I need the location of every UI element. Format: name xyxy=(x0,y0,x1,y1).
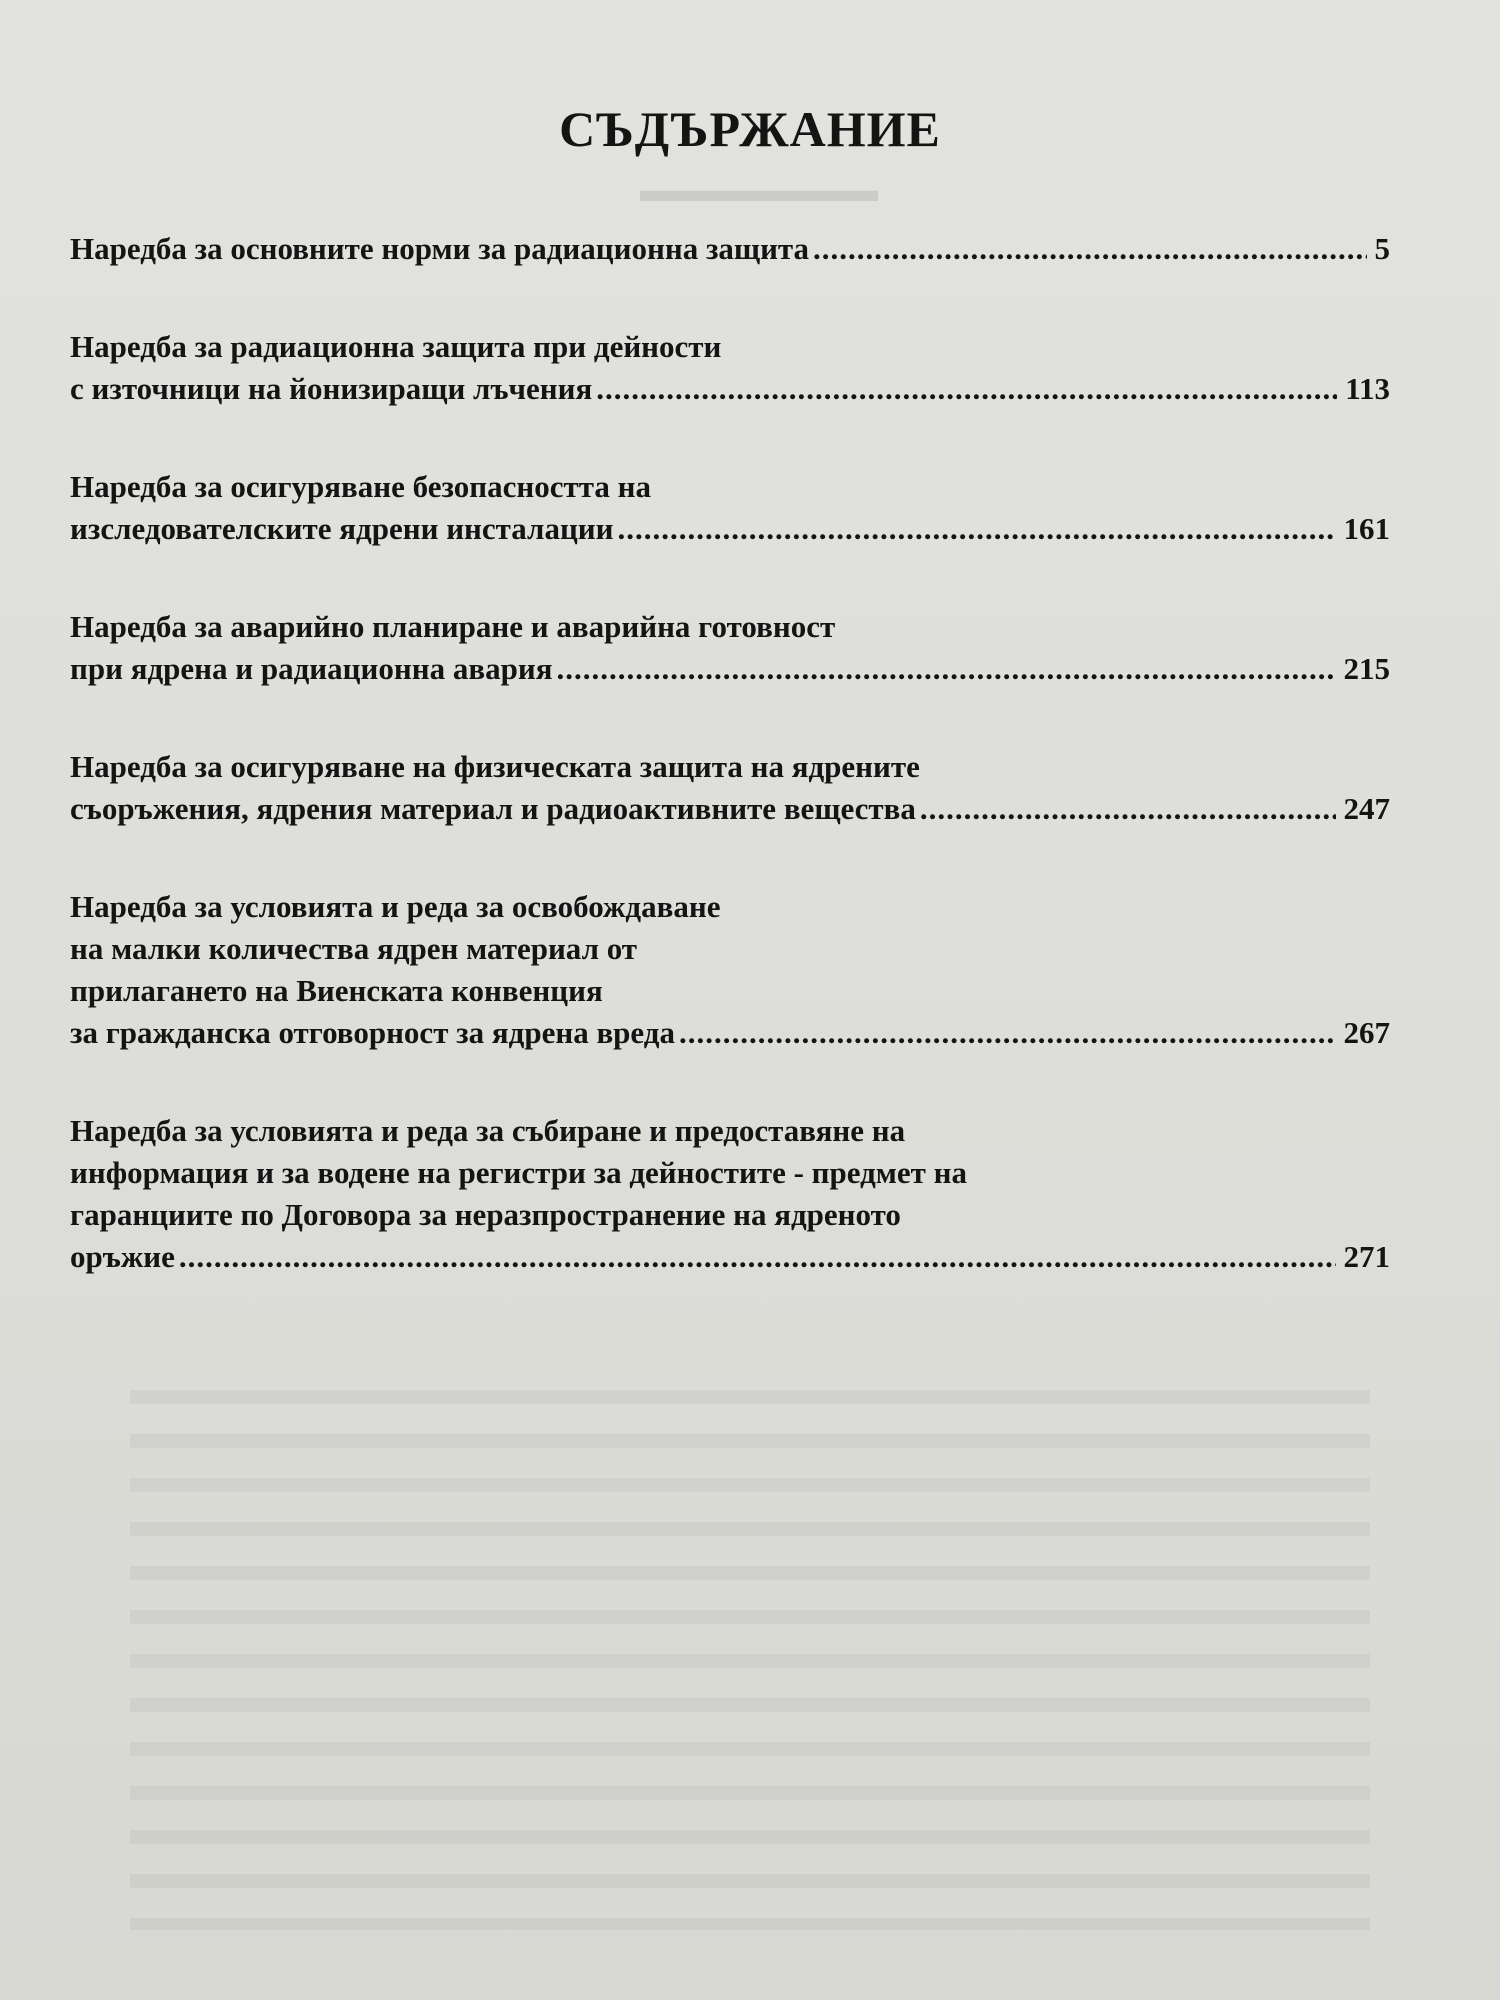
toc-entry[interactable] xyxy=(70,1110,1390,1278)
toc-entry[interactable] xyxy=(70,886,1390,1054)
page-number: 247 xyxy=(1343,791,1390,826)
toc-entry[interactable] xyxy=(70,606,1390,690)
toc-entry[interactable] xyxy=(70,746,1390,830)
show-through-decoration: ▬▬▬▬▬▬▬ xyxy=(640,172,878,209)
toc-entry[interactable] xyxy=(70,466,1390,550)
dot-leader xyxy=(179,1236,1336,1278)
toc-entry-line: Наредба за осигуряване безопасността на xyxy=(70,469,651,504)
page-number: 215 xyxy=(1343,651,1390,686)
toc-entry-text: с източници на йонизиращи лъчения xyxy=(70,371,593,406)
dot-leader xyxy=(920,788,1336,830)
toc-entry-text: Наредба за основните норми за радиационна защита xyxy=(70,231,810,266)
page-number: 5 xyxy=(1374,231,1390,266)
toc-entry-line: Наредба за радиационна защита при дейности xyxy=(70,329,722,364)
toc-entry-text: за гражданска отговорност за ядрена вреда xyxy=(70,1015,675,1050)
toc-entry-line: прилагането на Виенската конвенция xyxy=(70,973,603,1008)
page-number: 271 xyxy=(1343,1239,1390,1274)
dot-leader xyxy=(813,228,1366,270)
table-of-contents xyxy=(70,228,1390,1334)
toc-entry-line xyxy=(70,368,1390,410)
dot-leader xyxy=(596,368,1337,410)
toc-entry-line xyxy=(70,1236,1390,1278)
dot-leader xyxy=(618,508,1336,550)
toc-entry[interactable] xyxy=(70,228,1390,270)
page-number: 161 xyxy=(1343,511,1390,546)
toc-entry-line xyxy=(70,648,1390,690)
toc-entry[interactable] xyxy=(70,326,1390,410)
dot-leader xyxy=(556,648,1335,690)
toc-entry-line: Наредба за аварийно планиране и аварийна готовност xyxy=(70,609,836,644)
toc-entry-line xyxy=(70,508,1390,550)
toc-entry-line: Наредба за условията и реда за освобождаване xyxy=(70,889,721,924)
toc-entry-text: изследователските ядрени инсталации xyxy=(70,511,614,546)
page-title: СЪДЪРЖАНИЕ xyxy=(559,101,941,157)
page-number: 113 xyxy=(1345,371,1390,406)
toc-entry-line xyxy=(70,788,1390,830)
show-through-text-block xyxy=(130,1390,1370,1930)
dot-leader xyxy=(679,1012,1336,1054)
toc-entry-line: Наредба за условията и реда за събиране и предоставяне на xyxy=(70,1113,906,1148)
toc-entry-text: при ядрена и радиационна авария xyxy=(70,651,553,686)
toc-entry-text: оръжие xyxy=(70,1239,175,1274)
toc-entry-line xyxy=(70,1012,1390,1054)
toc-entry-line: информация и за водене на регистри за дейностите - предмет на xyxy=(70,1155,968,1190)
toc-entry-line: на малки количества ядрен материал от xyxy=(70,931,638,966)
page-number: 267 xyxy=(1343,1015,1390,1050)
toc-entry-text: съоръжения, ядрения материал и радиоактивните вещества xyxy=(70,791,916,826)
toc-entry-line: Наредба за осигуряване на физическата защита на ядрените xyxy=(70,749,920,784)
toc-entry-line xyxy=(70,228,1390,270)
toc-entry-line: гаранциите по Договора за неразпространение на ядреното xyxy=(70,1197,901,1232)
